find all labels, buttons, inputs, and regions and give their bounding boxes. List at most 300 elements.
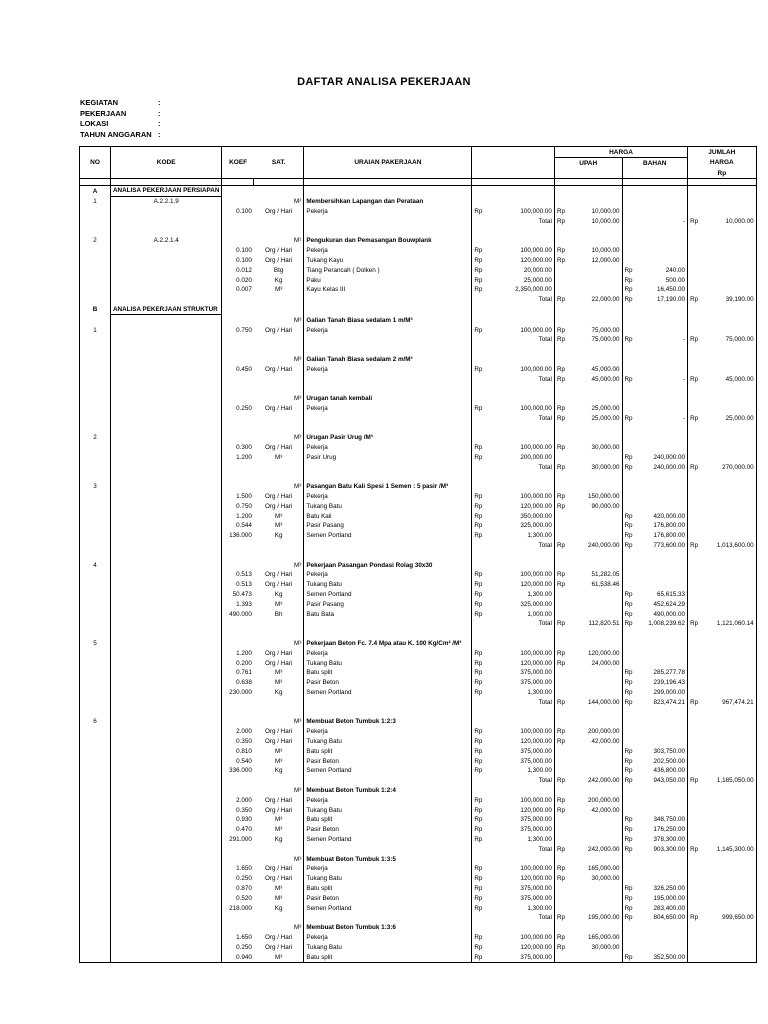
cell-koef (222, 697, 254, 707)
cell-rp (688, 884, 701, 894)
cell-rp (688, 874, 701, 884)
cell-rp: Rp (688, 619, 701, 629)
cell-koef (222, 786, 254, 796)
cell-rp: Rp (472, 246, 485, 256)
cell-sat: Org / Hari (264, 581, 293, 589)
cell-upah (567, 433, 622, 443)
cell-jumlah (700, 805, 756, 815)
cell-upah: 10,000.00 (591, 217, 620, 225)
cell-no (80, 942, 111, 952)
cell-uraian (304, 913, 472, 923)
cell-harga (484, 472, 554, 482)
cell-koef: 0.250 (222, 942, 254, 952)
cell-rp (472, 629, 485, 639)
cell-no (80, 394, 111, 404)
cell-rp (688, 756, 701, 766)
cell-bahan (635, 482, 688, 492)
cell-kode (111, 952, 222, 962)
cell-upah (567, 196, 622, 206)
cell-rp: Rp (472, 207, 485, 217)
table-row (80, 443, 757, 453)
cell-rp (472, 305, 485, 315)
cell-rp: Rp (688, 216, 701, 226)
cell-upah: 144,000.00 (587, 698, 620, 706)
cell-uraian: Pekerja (304, 933, 472, 943)
cell-bahan (635, 196, 688, 206)
cell-harga: 120,000.00 (520, 875, 552, 883)
cell-sat: Org / Hari (264, 326, 293, 334)
cell-koef: 1.200 (222, 453, 254, 463)
cell-rp (688, 629, 701, 639)
cell-upah: 30,000.00 (591, 943, 620, 951)
cell-rp (554, 884, 567, 894)
cell-kode: ANALISA PEKERJAAN STRUKTUR (111, 305, 222, 315)
cell-bahan (635, 786, 688, 796)
cell-kode (111, 374, 222, 384)
cell-kode (111, 295, 222, 305)
cell-rp (622, 805, 635, 815)
cell-bahan (635, 433, 688, 443)
cell-no (80, 776, 111, 786)
meta-colon: : (158, 108, 161, 118)
meta-colon: : (158, 119, 161, 128)
cell-jumlah (700, 275, 756, 285)
cell-rp: Rp (472, 727, 485, 737)
cell-upah: 25,000.00 (591, 414, 620, 422)
cell-rp: Rp (622, 619, 635, 629)
cell-no (80, 550, 111, 560)
cell-rp (554, 472, 567, 482)
table-row (80, 658, 757, 668)
cell-rp (622, 246, 635, 256)
cell-jumlah (700, 786, 756, 796)
table-row (80, 374, 757, 384)
cell-upah: 10,000.00 (591, 207, 620, 215)
cell-uraian: Semen Portland (304, 531, 472, 541)
cell-rp (688, 707, 701, 717)
cell-sat: M³ (274, 757, 283, 765)
cell-no (80, 355, 111, 365)
cell-uraian (304, 335, 472, 345)
cell-koef: 0.200 (222, 658, 254, 668)
cell-koef: 0.750 (222, 325, 254, 335)
cell-kode (111, 688, 222, 698)
cell-bahan (635, 355, 688, 365)
cell-rp: Rp (554, 256, 567, 266)
table-row (80, 952, 757, 962)
cell-harga (484, 717, 554, 727)
cell-rp (688, 648, 701, 658)
cell-upah: 165,000.00 (587, 933, 620, 941)
cell-upah (567, 453, 622, 463)
table-row (80, 629, 757, 639)
cell-kode (111, 923, 222, 933)
cell-jumlah: 967,474.21 (700, 697, 756, 707)
cell-jumlah: 25,000.00 (700, 413, 756, 423)
cell-no (80, 472, 111, 482)
cell-harga: 100,000.00 (520, 796, 552, 804)
table-row (80, 599, 757, 609)
cell-bahan: 16,450.00 (657, 286, 686, 294)
cell-uraian: Pasir Pasang (304, 599, 472, 609)
cell-sat (254, 550, 304, 560)
cell-rp (688, 580, 701, 590)
cell-rp (622, 186, 635, 197)
cell-bahan: - (682, 336, 686, 344)
table-row (80, 835, 757, 845)
cell-harga: 100,000.00 (520, 728, 552, 736)
cell-jumlah (700, 815, 756, 825)
cell-bahan: 490,000.00 (653, 610, 686, 618)
cell-kode (111, 786, 222, 796)
cell-upah: 242,000.00 (587, 845, 620, 853)
cell-kode (111, 884, 222, 894)
cell-rp (688, 511, 701, 521)
cell-upah: 30,000.00 (591, 444, 620, 452)
cell-rp (688, 394, 701, 404)
cell-bahan (635, 364, 688, 374)
cell-no (80, 619, 111, 629)
cell-rp (622, 502, 635, 512)
cell-rp (472, 345, 485, 355)
cell-rp (472, 384, 485, 394)
cell-sat: Org / Hari (264, 796, 293, 804)
cell-sat: Org / Hari (264, 365, 293, 373)
cell-uraian: Pekerja (304, 364, 472, 374)
cell-uraian: Pasir Urug (304, 453, 472, 463)
cell-rp (688, 275, 701, 285)
cell-harga: 2,350,000.00 (515, 286, 552, 294)
table-row (80, 678, 757, 688)
cell-bahan (635, 795, 688, 805)
cell-uraian: Tiang Perancah ( Dolken ) (304, 265, 472, 275)
cell-jumlah (700, 236, 756, 246)
cell-jumlah: 270,000.00 (700, 462, 756, 472)
cell-upah (567, 590, 622, 600)
cell-bahan: 452,624.29 (653, 600, 686, 608)
cell-jumlah: 1,013,600.00 (700, 541, 756, 551)
cell-kode (111, 893, 222, 903)
cell-jumlah (700, 874, 756, 884)
cell-rp (622, 256, 635, 266)
cell-no (80, 737, 111, 747)
cell-kode (111, 472, 222, 482)
cell-rp (622, 236, 635, 246)
cell-rp (688, 285, 701, 295)
cell-no (80, 756, 111, 766)
cell-upah: 75,000.00 (591, 326, 620, 334)
cell-bahan (635, 226, 688, 236)
cell-rp (472, 423, 485, 433)
cell-kode (111, 756, 222, 766)
cell-upah (567, 482, 622, 492)
cell-no (80, 335, 111, 345)
cell-sat: M³ (294, 434, 302, 442)
cell-sat (254, 374, 304, 384)
cell-harga: Total (538, 698, 552, 706)
cell-uraian: Tukang Kayu (304, 256, 472, 266)
cell-koef: 136.000 (222, 531, 254, 541)
cell-no: 1 (80, 325, 111, 335)
cell-koef: 0.540 (222, 756, 254, 766)
cell-rp (554, 707, 567, 717)
cell-rp: Rp (554, 844, 567, 854)
cell-koef (222, 315, 254, 325)
cell-uraian: Pekerja (304, 207, 472, 217)
cell-uraian: Pengukuran dan Pemasangan Bouwplank (304, 236, 472, 246)
cell-jumlah (700, 766, 756, 776)
cell-rp (554, 678, 567, 688)
cell-uraian: Batu split (304, 884, 472, 894)
cell-rp: Rp (472, 825, 485, 835)
cell-upah (567, 903, 622, 913)
cell-uraian: Pekerja (304, 727, 472, 737)
cell-harga: 120,000.00 (520, 806, 552, 814)
cell-sat: M³ (274, 286, 283, 294)
cell-rp: Rp (472, 570, 485, 580)
cell-uraian (304, 216, 472, 226)
cell-koef: 1.200 (222, 648, 254, 658)
cell-harga: 100,000.00 (520, 365, 552, 373)
cell-rp: Rp (622, 835, 635, 845)
header-uraian: URAIAN PAKERJAAN (304, 147, 472, 179)
cell-bahan: 285,277.78 (653, 669, 686, 677)
table-row (80, 433, 757, 443)
cell-rp: Rp (472, 864, 485, 874)
cell-bahan: 65,615.33 (657, 591, 686, 599)
cell-rp (554, 236, 567, 246)
cell-rp (688, 472, 701, 482)
table-row (80, 186, 757, 197)
cell-sat (254, 186, 304, 197)
cell-koef: 1.650 (222, 933, 254, 943)
cell-rp (622, 786, 635, 796)
cell-bahan (635, 186, 688, 197)
cell-no (80, 246, 111, 256)
cell-rp (554, 717, 567, 727)
cell-upah (567, 707, 622, 717)
cell-upah (567, 599, 622, 609)
cell-rp: Rp (622, 688, 635, 698)
cell-bahan (635, 854, 688, 864)
cell-kode (111, 246, 222, 256)
cell-uraian: Urugan Pasir Urug /M³ (304, 433, 472, 443)
cell-no (80, 609, 111, 619)
cell-rp (688, 502, 701, 512)
cell-harga: 1,300.00 (527, 532, 552, 540)
cell-rp (622, 404, 635, 414)
cell-kode (111, 511, 222, 521)
cell-uraian: Batu split (304, 746, 472, 756)
cell-rp (622, 648, 635, 658)
cell-upah: 51,282.05 (591, 571, 620, 579)
cell-rp (554, 590, 567, 600)
cell-koef (222, 226, 254, 236)
cell-rp: Rp (622, 609, 635, 619)
table-row (80, 570, 757, 580)
cell-harga: Total (538, 777, 552, 785)
gap-cell (304, 179, 472, 186)
cell-rp: Rp (472, 453, 485, 463)
table-row (80, 246, 757, 256)
cell-bahan: 240,000.00 (653, 463, 686, 471)
cell-rp (554, 521, 567, 531)
cell-harga: 120,000.00 (520, 581, 552, 589)
cell-bahan: 943,050.00 (653, 777, 686, 785)
cell-bahan (635, 570, 688, 580)
cell-no (80, 345, 111, 355)
cell-jumlah (700, 639, 756, 649)
cell-sat (254, 844, 304, 854)
table-row (80, 805, 757, 815)
cell-rp (688, 746, 701, 756)
cell-rp (622, 305, 635, 315)
cell-koef: 0.250 (222, 874, 254, 884)
cell-rp: Rp (472, 903, 485, 913)
cell-rp (688, 668, 701, 678)
cell-uraian: Pekerjaan Pasangan Pondasi Rolag 30x30 (304, 560, 472, 570)
cell-upah (567, 756, 622, 766)
cell-sat (254, 335, 304, 345)
cell-no (80, 844, 111, 854)
cell-rp: Rp (622, 462, 635, 472)
cell-no (80, 893, 111, 903)
cell-upah (567, 717, 622, 727)
cell-rp (472, 374, 485, 384)
table-row (80, 903, 757, 913)
cell-jumlah (700, 345, 756, 355)
table-row (80, 541, 757, 551)
cell-bahan: 436,800.00 (653, 767, 686, 775)
cell-no (80, 207, 111, 217)
cell-upah: 61,538.46 (591, 581, 620, 589)
cell-no (80, 825, 111, 835)
cell-kode (111, 521, 222, 531)
cell-bahan: - (682, 375, 686, 383)
cell-jumlah (700, 893, 756, 903)
cell-no (80, 678, 111, 688)
cell-sat (254, 226, 304, 236)
cell-jumlah: 39,190.00 (700, 295, 756, 305)
cell-sat: Kg (274, 767, 283, 775)
cell-rp (472, 786, 485, 796)
cell-koef: 0.810 (222, 746, 254, 756)
cell-no (80, 374, 111, 384)
cell-jumlah: 1,145,300.00 (700, 844, 756, 854)
cell-rp (622, 207, 635, 217)
cell-no (80, 443, 111, 453)
cell-bahan (635, 325, 688, 335)
cell-rp: Rp (622, 335, 635, 345)
cell-jumlah: 999,650.00 (700, 913, 756, 923)
cell-koef (222, 923, 254, 933)
header-harga: HARGA (554, 147, 687, 158)
cell-kode (111, 933, 222, 943)
cell-rp (622, 658, 635, 668)
cell-rp (554, 952, 567, 962)
cell-sat: Org / Hari (264, 207, 293, 215)
cell-harga: Total (538, 296, 552, 304)
cell-no: 2 (80, 433, 111, 443)
cell-kode (111, 727, 222, 737)
cell-uraian (304, 844, 472, 854)
cell-no: 3 (80, 482, 111, 492)
cell-no (80, 226, 111, 236)
cell-rp (622, 942, 635, 952)
cell-sat: M³ (294, 924, 302, 932)
cell-uraian: Galian Tanah Biasa sedalam 1 m/M³ (304, 315, 472, 325)
cell-rp: Rp (472, 688, 485, 698)
cell-bahan: - (682, 414, 686, 422)
cell-rp: Rp (472, 404, 485, 414)
cell-koef: 0.250 (222, 404, 254, 414)
cell-jumlah (700, 443, 756, 453)
cell-harga: Total (538, 542, 552, 550)
cell-rp (554, 835, 567, 845)
cell-rp: Rp (622, 884, 635, 894)
cell-rp (622, 364, 635, 374)
cell-jumlah (700, 355, 756, 365)
cell-sat: M³ (274, 894, 283, 902)
cell-harga: 1,300.00 (527, 767, 552, 775)
cell-jumlah (700, 746, 756, 756)
cell-rp (472, 913, 485, 923)
cell-jumlah (700, 737, 756, 747)
cell-sat: M³ (294, 561, 302, 569)
cell-upah (567, 285, 622, 295)
table-row (80, 815, 757, 825)
cell-harga (484, 482, 554, 492)
cell-koef (222, 707, 254, 717)
cell-harga: 120,000.00 (520, 502, 552, 510)
cell-no: 2 (80, 236, 111, 246)
cell-harga (484, 394, 554, 404)
cell-rp (622, 639, 635, 649)
cell-rp (688, 492, 701, 502)
cell-uraian: Batu split (304, 952, 472, 962)
cell-rp (554, 766, 567, 776)
cell-koef (222, 629, 254, 639)
cell-harga (484, 786, 554, 796)
cell-rp: Rp (554, 462, 567, 472)
cell-harga (484, 433, 554, 443)
cell-upah (567, 315, 622, 325)
table-row (80, 580, 757, 590)
table-row (80, 697, 757, 707)
cell-uraian: Pekerjaan Beton Fc. 7.4 Mpa atau K. 100 Kg/Cm² /M³ (304, 639, 472, 649)
cell-bahan: 202,500.00 (653, 757, 686, 765)
table-row (80, 384, 757, 394)
meta-colon: : (158, 98, 161, 107)
cell-upah (567, 629, 622, 639)
cell-jumlah (700, 394, 756, 404)
cell-bahan: 195,000.00 (653, 894, 686, 902)
cell-no: 4 (80, 560, 111, 570)
cell-sat: Org / Hari (264, 404, 293, 412)
table-row (80, 639, 757, 649)
cell-harga: 200,000.00 (520, 453, 552, 461)
cell-upah (567, 609, 622, 619)
cell-sat (254, 423, 304, 433)
cell-rp (688, 737, 701, 747)
cell-sat (254, 462, 304, 472)
cell-rp: Rp (472, 531, 485, 541)
cell-sat: Bh (274, 610, 283, 618)
cell-rp: Rp (554, 492, 567, 502)
table-row (80, 854, 757, 864)
cell-no (80, 256, 111, 266)
cell-uraian: Membersihkan Lapangan dan Perataan (304, 196, 472, 206)
